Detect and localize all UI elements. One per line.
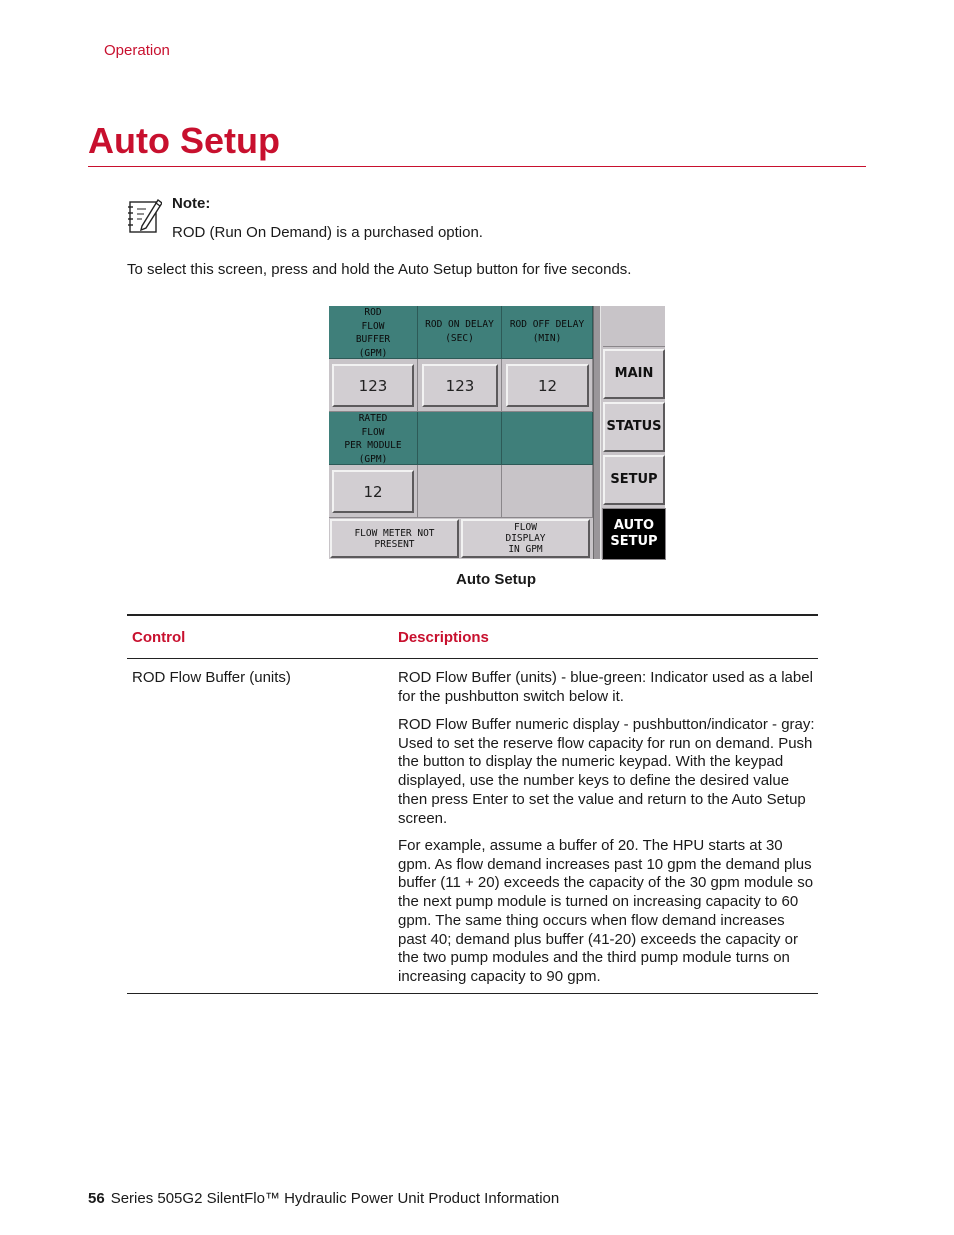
status-button[interactable]: STATUS xyxy=(603,402,665,452)
flow-display-in-gpm-button[interactable] xyxy=(461,519,590,558)
button-line: FLOW xyxy=(514,522,537,533)
label-line: (SEC) xyxy=(445,332,474,344)
rod-off-delay-button[interactable]: 12 xyxy=(506,364,589,407)
table-top-rule xyxy=(127,614,818,616)
empty-label-cell xyxy=(502,412,593,465)
title-rule xyxy=(88,166,866,167)
intro-paragraph: To select this screen, press and hold the Auto Setup button for five seconds. xyxy=(127,261,632,278)
main-button[interactable]: MAIN xyxy=(603,349,665,399)
empty-label-cell xyxy=(418,412,502,465)
panel-divider xyxy=(593,306,601,559)
label-line: ROD OFF DELAY xyxy=(509,319,585,330)
label-line: ROD xyxy=(364,307,382,318)
empty-cell xyxy=(502,465,593,518)
table-header-descriptions: Descriptions xyxy=(398,629,489,646)
page-footer xyxy=(88,1190,559,1207)
setup-button[interactable]: SETUP xyxy=(603,455,665,505)
label-line: FLOW xyxy=(361,426,385,438)
label-line: RATED xyxy=(358,413,388,424)
table-cell-description: ROD Flow Buffer (units) - blue-green: Indicator used as a label for the pushbutton switch below it. xyxy=(398,669,813,705)
empty-cell xyxy=(418,465,502,518)
table-cell-description: For example, assume a buffer of 20. The HPU starts at 30 gpm. As flow demand increases past 10 gpm the demand plus buffer (11 + 20) exceeds the capacity of the 30 gpm module so the next pump module is turned on increasing capacity to 60 gpm. The same thing occurs when flow demand increases past 40; demand plus buffer (41-20) exceeds the capacity or the two pump modules and the third pump module turns on increasing capacity to 90 gpm. xyxy=(398,837,814,985)
auto-setup-button[interactable] xyxy=(603,509,665,559)
footer-text: Series 505G2 SilentFlo™ Hydraulic Power Unit Product Information xyxy=(110,1190,560,1207)
label-line: (GPM) xyxy=(358,453,388,465)
label-line: PER MODULE xyxy=(344,440,402,451)
rated-flow-button[interactable]: 12 xyxy=(332,470,414,513)
button-line: DISPLAY xyxy=(505,533,546,544)
label-line: (MIN) xyxy=(532,332,562,344)
button-line: FLOW METER NOT xyxy=(354,527,435,539)
nav-blank-area xyxy=(603,306,665,347)
label-line: FLOW xyxy=(361,320,385,332)
page-number: 56 xyxy=(88,1190,105,1207)
note-label: Note: xyxy=(172,195,211,212)
table-header-control: Control xyxy=(132,629,186,646)
label-line: ROD ON DELAY xyxy=(425,319,494,330)
table-header-rule xyxy=(127,658,818,659)
button-line: AUTO xyxy=(613,518,655,533)
rod-on-delay-label xyxy=(418,306,502,359)
label-line: BUFFER xyxy=(355,334,391,345)
table-cell-description: ROD Flow Buffer numeric display - pushbutton/indicator - gray: Used to set the reserve flow capacity for run on demand. Push the button to display the numeric keypad. With the keypad displayed, use the number keys to define the desired value then press Enter to set the value and return to the Auto Setup screen. xyxy=(398,716,815,827)
rod-flow-buffer-button[interactable]: 123 xyxy=(332,364,414,407)
button-line: SETUP xyxy=(610,534,658,549)
button-line: IN GPM xyxy=(508,544,543,555)
table-cell-control: ROD Flow Buffer (units) xyxy=(132,669,291,686)
rod-flow-buffer-label xyxy=(329,306,418,359)
note-pencil-icon xyxy=(128,196,162,234)
rod-on-delay-button[interactable]: 123 xyxy=(422,364,498,407)
section-label: Operation xyxy=(104,42,170,59)
flow-meter-not-present-button[interactable] xyxy=(330,519,459,558)
rated-flow-label xyxy=(329,412,418,465)
figure-caption: Auto Setup xyxy=(456,571,536,588)
auto-setup-screen-figure xyxy=(329,306,665,559)
note-text: ROD (Run On Demand) is a purchased option. xyxy=(172,224,483,241)
page-title: Auto Setup xyxy=(88,120,280,161)
button-line: PRESENT xyxy=(374,538,415,550)
label-line: (GPM) xyxy=(358,347,388,359)
rod-off-delay-label xyxy=(502,306,593,359)
table-bottom-rule xyxy=(127,993,818,994)
